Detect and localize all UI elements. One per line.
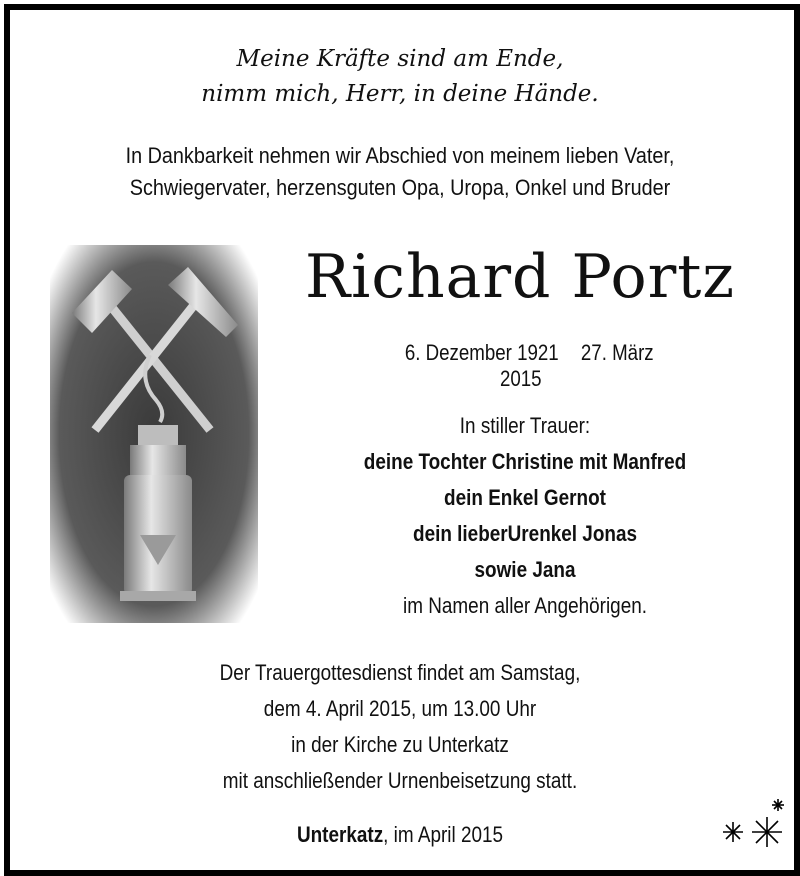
intro-text	[40, 140, 760, 204]
motto-line: Meine Kräfte sind am Ende,	[236, 46, 564, 72]
death-date: 27. März 2015	[499, 340, 654, 391]
motto	[0, 42, 800, 112]
mourners-footer: im Namen aller Angehörigen.	[403, 593, 647, 618]
motto-line: nimm mich, Herr, in deine Hände.	[201, 81, 599, 107]
hammer-and-pick-with-miners-lamp-icon	[50, 245, 258, 623]
mourners-heading: In stiller Trauer:	[459, 413, 591, 438]
intro-line: In Dankbarkeit nehmen wir Abschied von meinem lieben Vater,	[125, 143, 675, 168]
service-line: in der Kirche zu Unterkatz	[291, 732, 509, 757]
birth-date: 6. Dezember 1921	[404, 340, 559, 365]
mourners-block	[336, 408, 714, 624]
star-sparkle-icon	[716, 795, 786, 855]
mourner-line: dein Enkel Gernot	[444, 485, 606, 510]
signature-date: , im April 2015	[383, 822, 504, 847]
service-line: Der Trauergottesdienst findet am Samstag,	[219, 660, 581, 685]
life-dates	[381, 340, 670, 392]
signature-line	[56, 822, 744, 848]
mourner-line: sowie Jana	[474, 557, 576, 582]
intro-line: Schwiegervater, herzensguten Opa, Uropa, Onkel und Bruder	[129, 175, 671, 200]
service-line: dem 4. April 2015, um 13.00 Uhr	[263, 696, 537, 721]
mourner-line: dein lieberUrenkel Jonas	[413, 521, 637, 546]
signature-place: Unterkatz	[296, 822, 384, 847]
mourner-line: deine Tochter Christine mit Manfred	[363, 449, 687, 474]
deceased-name: Richard Portz	[304, 242, 735, 312]
service-info	[56, 655, 744, 799]
service-line: mit anschließender Urnenbeisetzung statt.	[222, 768, 578, 793]
